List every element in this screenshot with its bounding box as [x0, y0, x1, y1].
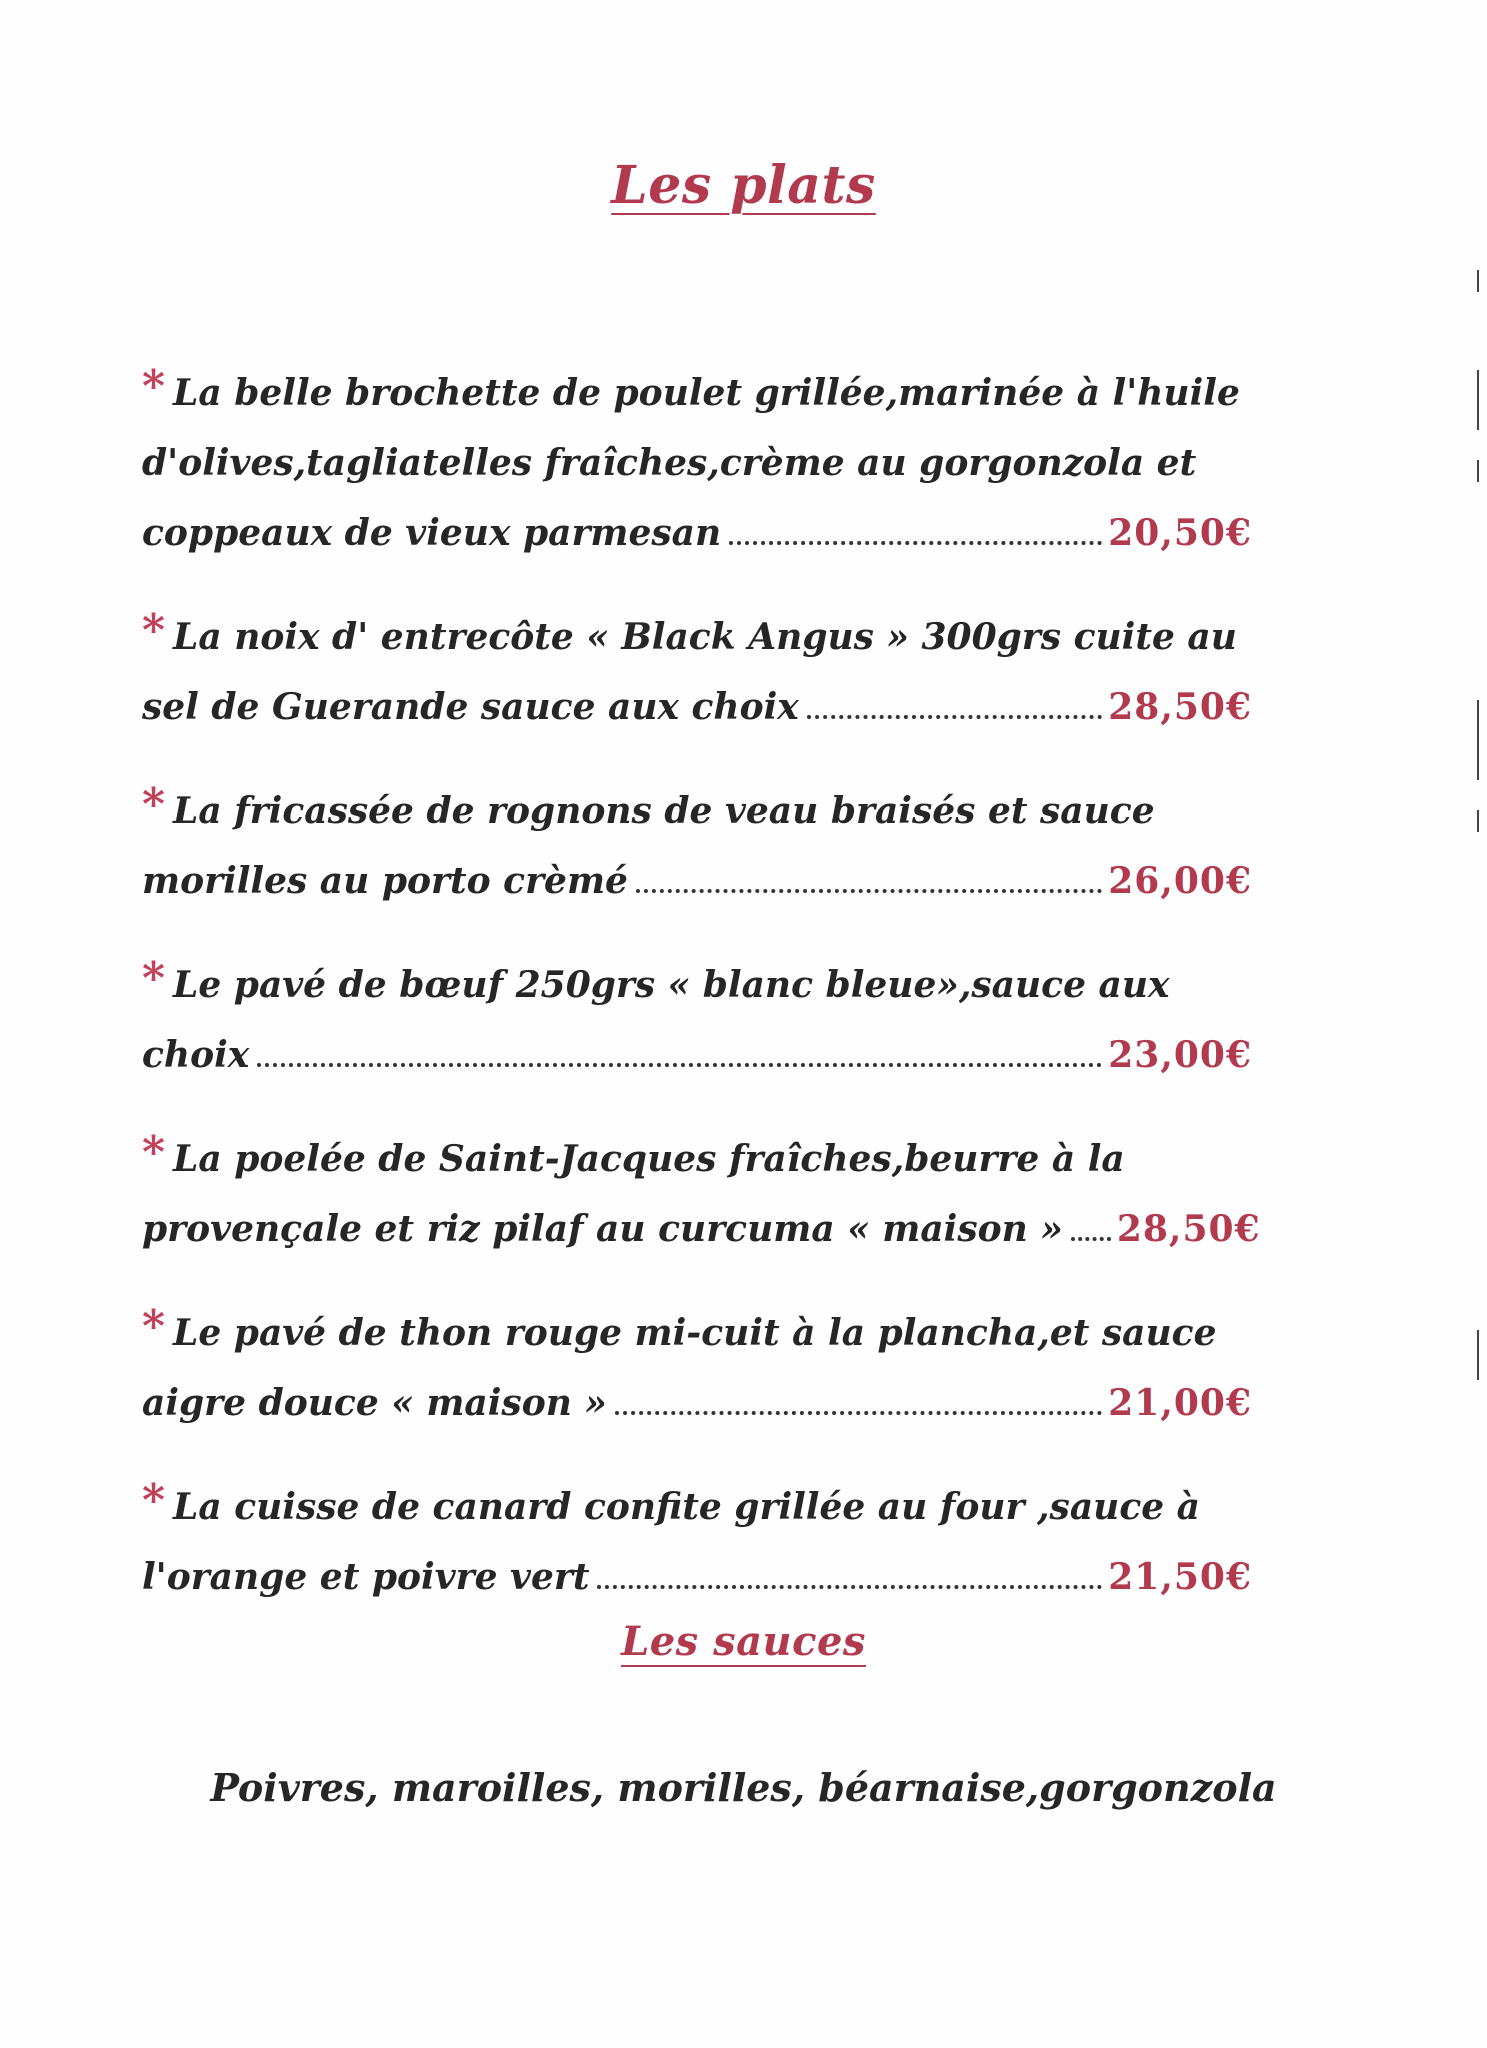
dish-price: 21,00€	[1108, 1382, 1252, 1424]
asterisk-icon: *	[142, 1301, 166, 1352]
scan-edge-mark	[1477, 810, 1479, 832]
dish-price: 26,00€	[1108, 860, 1252, 902]
dish-item	[142, 944, 1262, 1090]
dish-price-line	[142, 1542, 1252, 1612]
dot-leader	[615, 1411, 1102, 1415]
dish-text: La noix d' entrecôte « Black Angus » 300grs cuite au	[173, 616, 1237, 658]
dot-leader	[597, 1585, 1102, 1589]
dish-price: 23,00€	[1108, 1034, 1252, 1076]
scan-edge-mark	[1477, 370, 1479, 430]
dish-line	[142, 1466, 1262, 1542]
dish-price: 21,50€	[1108, 1556, 1252, 1598]
dish-text: La belle brochette de poulet grillée,marinée à l'huile	[173, 372, 1240, 414]
dish-text: La poelée de Saint-Jacques fraîches,beurre à la	[173, 1138, 1125, 1180]
dish-item	[142, 1118, 1262, 1264]
dish-line	[142, 596, 1262, 672]
dish-list	[142, 352, 1262, 1640]
asterisk-icon: *	[142, 1127, 166, 1178]
dish-text: aigre douce « maison »	[142, 1382, 607, 1424]
asterisk-icon: *	[142, 779, 166, 830]
asterisk-icon: *	[142, 361, 166, 412]
dish-text: sel de Guerande sauce aux choix	[142, 686, 799, 728]
sauces-list: Poivres, maroilles, morilles, béarnaise,gorgonzola	[210, 1765, 1277, 1810]
dish-line	[142, 770, 1262, 846]
dish-line	[142, 944, 1262, 1020]
dish-price-line	[142, 1368, 1252, 1438]
dish-text: Le pavé de thon rouge mi-cuit à la plancha,et sauce	[173, 1312, 1217, 1354]
dish-text: choix	[142, 1034, 250, 1076]
dot-leader	[636, 889, 1102, 893]
dish-item	[142, 1292, 1262, 1438]
dish-item	[142, 770, 1262, 916]
dish-text: Le pavé de bœuf 250grs « blanc bleue»,sauce aux	[173, 964, 1170, 1006]
dish-text: La cuisse de canard confite grillée au four ,sauce à	[173, 1486, 1200, 1528]
dish-price: 20,50€	[1108, 512, 1252, 554]
sauces-title: Les sauces	[621, 1618, 866, 1665]
dish-item	[142, 1466, 1262, 1612]
page-title: Les plats	[611, 155, 876, 216]
dish-text: provençale et riz pilaf au curcuma « maison »	[142, 1208, 1063, 1250]
scan-edge-mark	[1477, 270, 1479, 292]
dish-price-line	[142, 672, 1252, 742]
dish-line	[142, 1118, 1262, 1194]
dish-item	[142, 352, 1262, 568]
scan-edge-mark	[1477, 1330, 1479, 1380]
dish-line	[142, 1292, 1262, 1368]
asterisk-icon: *	[142, 1475, 166, 1526]
dot-leader	[729, 541, 1102, 545]
asterisk-icon: *	[142, 605, 166, 656]
dish-price-line	[142, 1194, 1261, 1264]
dot-leader	[1071, 1237, 1111, 1241]
dish-line: d'olives,tagliatelles fraîches,crème au gorgonzola et	[142, 442, 1197, 484]
dot-leader	[257, 1063, 1102, 1067]
dish-text: morilles au porto crèmé	[142, 860, 628, 902]
dish-text: La fricassée de rognons de veau braisés et sauce	[173, 790, 1155, 832]
dish-price-line	[142, 498, 1252, 568]
dish-text: l'orange et poivre vert	[142, 1556, 590, 1598]
dish-item	[142, 596, 1262, 742]
dish-price-line	[142, 846, 1252, 916]
dish-text: coppeaux de vieux parmesan	[142, 512, 722, 554]
dish-price-line	[142, 1020, 1252, 1090]
dish-line	[142, 352, 1262, 428]
asterisk-icon: *	[142, 953, 166, 1004]
scan-edge-mark	[1477, 700, 1479, 780]
scan-edge-mark	[1477, 460, 1479, 482]
dot-leader	[807, 715, 1102, 719]
dish-price: 28,50€	[1116, 1208, 1261, 1250]
dish-price: 28,50€	[1108, 686, 1252, 728]
